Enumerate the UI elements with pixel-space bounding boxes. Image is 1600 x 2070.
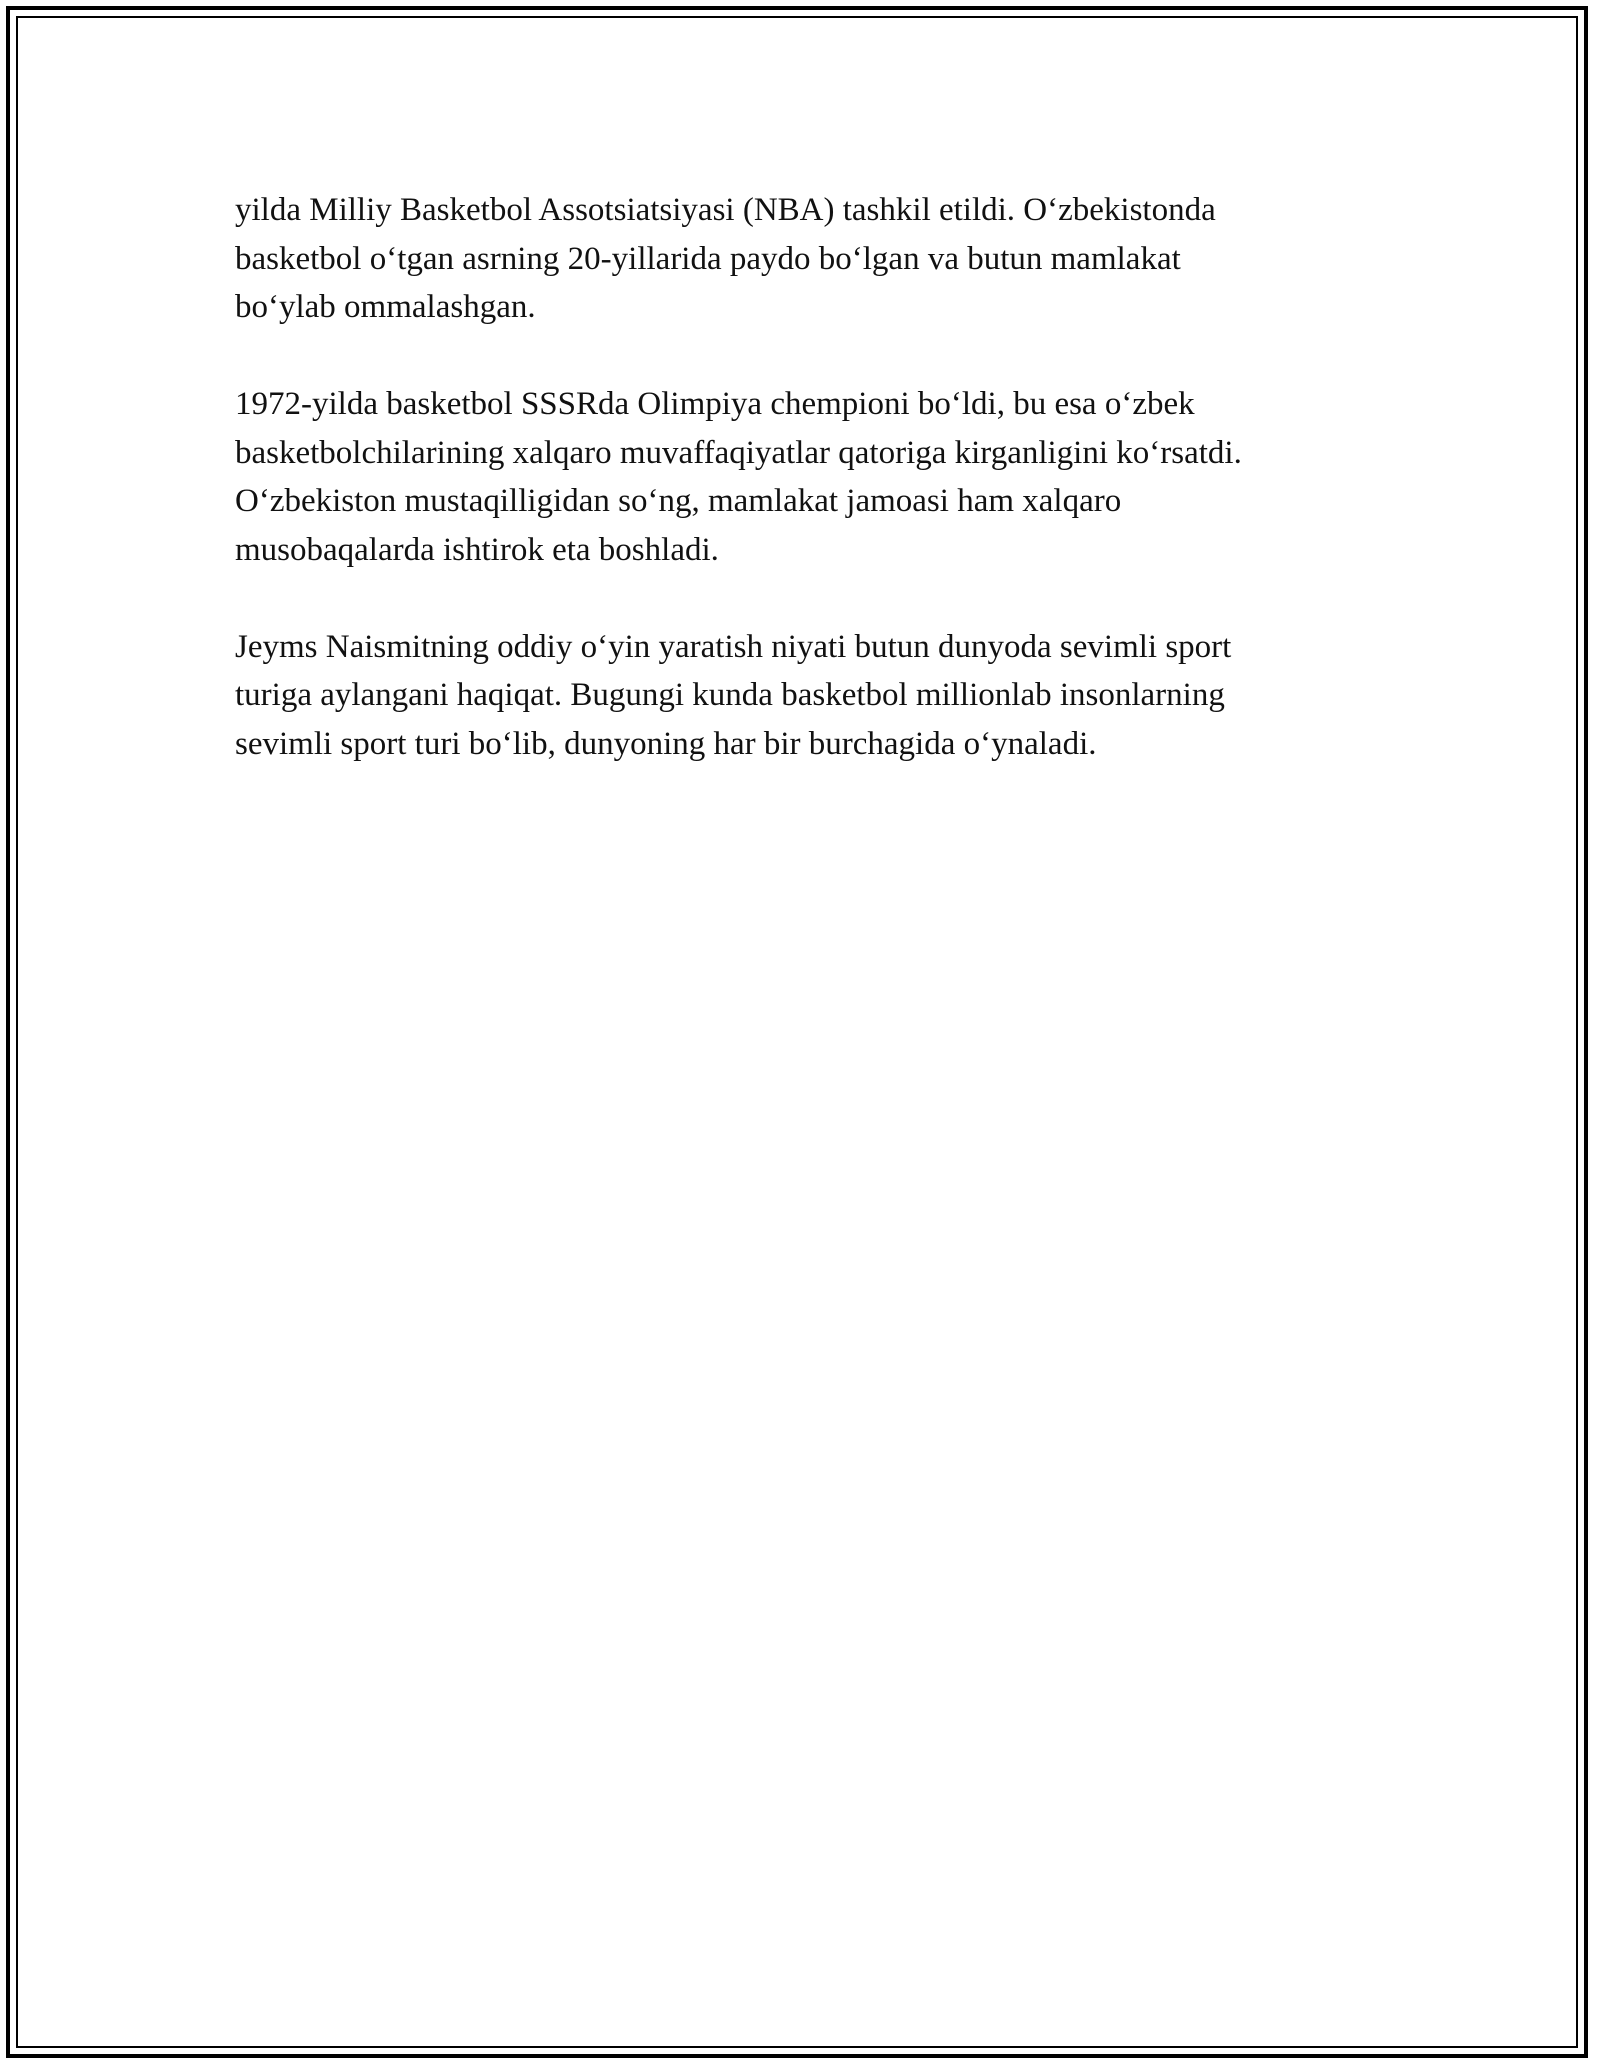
paragraph-2 — [235, 380, 1375, 574]
text-line: basketbolchilarining xalqaro muvaffaqiyatlar qatoriga kirganligini ko‘rsatdi. — [235, 434, 1242, 471]
text-line: Jeyms Naismitning oddiy o‘yin yaratish niyati butun dunyoda sevimli sport — [235, 628, 1232, 665]
text-line: sevimli sport turi bo‘lib, dunyoning har bir burchagida o‘ynaladi. — [235, 725, 1097, 762]
text-line: bo‘ylab ommalashgan. — [235, 289, 536, 325]
document-body — [235, 186, 1375, 817]
text-line: turiga aylangani haqiqat. Bugungi kunda basketbol millionlab insonlarning — [235, 677, 1225, 713]
text-line: O‘zbekiston mustaqilligidan so‘ng, mamlakat jamoasi ham xalqaro — [235, 483, 1122, 519]
paragraph-1 — [235, 186, 1375, 332]
text-line: yilda Milliy Basketbol Assotsiatsiyasi (NBA) tashkil etildi. O‘zbekistonda — [235, 192, 1216, 228]
text-line: 1972-yilda basketbol SSSRda Olimpiya chempioni bo‘ldi, bu esa o‘zbek — [235, 386, 1195, 422]
text-line: musobaqalarda ishtirok eta boshladi. — [235, 531, 719, 568]
text-line: basketbol o‘tgan asrning 20-yillarida paydo bo‘lgan va butun mamlakat — [235, 240, 1181, 277]
paragraph-3 — [235, 623, 1375, 769]
